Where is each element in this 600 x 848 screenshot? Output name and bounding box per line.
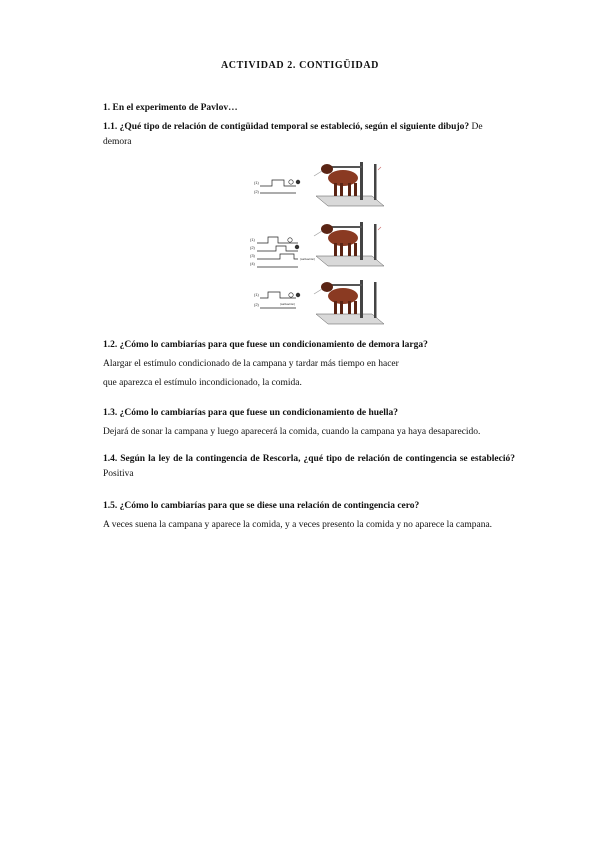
svg-text:(1): (1) xyxy=(250,237,255,242)
answer-text: A veces suena la campana y aparece la comida, y a veces presento la comida y no aparece la campana. xyxy=(103,520,493,530)
figure-panel-3 xyxy=(254,280,384,324)
svg-text:(4): (4) xyxy=(250,261,255,266)
question-text: 1.2. ¿Cómo lo cambiarías para que fuese un condicionamiento de demora larga? xyxy=(103,340,428,350)
question-1-2 xyxy=(103,338,515,391)
platform xyxy=(316,196,384,206)
food-icon xyxy=(296,180,300,184)
figure-panel-2 xyxy=(250,222,384,267)
pavlov-figure xyxy=(250,156,388,332)
svg-text:(2): (2) xyxy=(250,245,255,250)
answer-text: De xyxy=(471,122,483,132)
question-1-3 xyxy=(103,406,515,440)
answer-text-continued: que aparezca el estímulo incondicionado, la comida. xyxy=(103,378,302,388)
panel-label: (1) xyxy=(254,180,259,185)
figure-panel-1 xyxy=(254,162,384,206)
bell-icon xyxy=(289,180,293,184)
question-text: 1.3. ¿Cómo lo cambiarías para que fuese un condicionamiento de huella? xyxy=(103,408,399,418)
dog-head xyxy=(321,164,333,174)
question-1-5 xyxy=(103,499,515,533)
section-heading: 1. En el experimento de Pavlov… xyxy=(103,103,238,113)
svg-text:(salivación): (salivación) xyxy=(300,257,316,261)
answer-text: Dejará de sonar la campana y luego aparecerá la comida, cuando la campana ya haya desaparecido. xyxy=(103,427,481,437)
question-text: 1.1. ¿Qué tipo de relación de contigüidad temporal se estableció, según el siguiente dibujo? xyxy=(103,122,470,132)
answer-text-continued: demora xyxy=(103,137,132,147)
answer-text: Positiva xyxy=(103,469,134,479)
panel-label: (2) xyxy=(254,189,259,194)
document-title: ACTIVIDAD 2. CONTIGÜIDAD xyxy=(220,60,380,71)
svg-text:(salivación): (salivación) xyxy=(280,302,296,306)
svg-text:(2): (2) xyxy=(254,302,259,307)
timeline-ec xyxy=(260,180,296,186)
question-text: 1.5. ¿Cómo lo cambiarías para que se diese una relación de contingencia cero? xyxy=(103,501,420,511)
question-text: 1.4. Según la ley de la contingencia de Rescorla, ¿qué tipo de relación de contingencia se estableció? xyxy=(103,454,515,464)
stand-post xyxy=(374,164,377,200)
answer-text: Alargar el estímulo condicionado de la campana y tardar más tiempo en hacer xyxy=(103,359,399,369)
svg-text:(1): (1) xyxy=(254,292,259,297)
svg-text:(3): (3) xyxy=(250,253,255,258)
stand-bar xyxy=(328,166,362,168)
question-1-4 xyxy=(103,452,515,482)
question-1-1 xyxy=(103,120,515,150)
